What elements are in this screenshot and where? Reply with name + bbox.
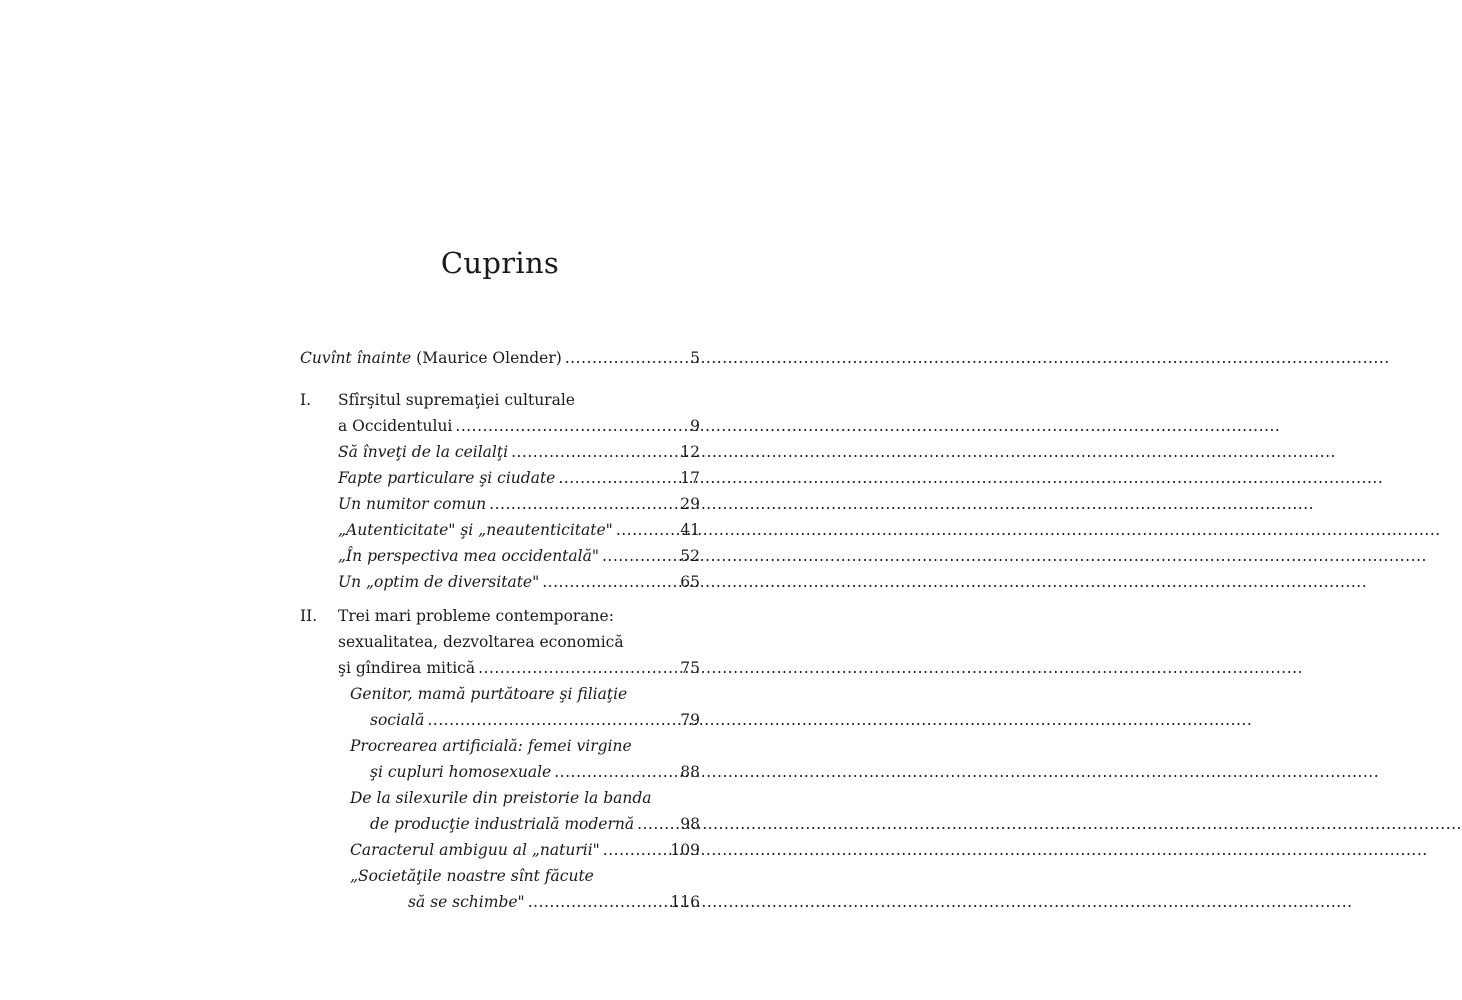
dot-leader xyxy=(558,466,678,490)
page-number: 29 xyxy=(680,495,700,513)
toc-entry-title xyxy=(338,630,624,654)
toc-entry-text: socială xyxy=(370,711,425,729)
toc-entry-title xyxy=(408,890,525,914)
page-number: 12 xyxy=(680,443,700,461)
toc-entry xyxy=(300,440,700,464)
toc-entry-text: Fapte particulare şi ciudate xyxy=(338,469,556,487)
dot-leader xyxy=(554,760,678,784)
toc-entry xyxy=(300,864,700,888)
toc-entry-title xyxy=(300,346,562,370)
toc-entry-title xyxy=(350,734,632,758)
toc-entry-title xyxy=(338,388,575,412)
page-number: 9 xyxy=(690,417,700,435)
toc-entry-text: să se schimbe" xyxy=(408,893,525,911)
page-number: 5 xyxy=(690,349,700,367)
page-number: 41 xyxy=(680,521,700,539)
toc-entry-title xyxy=(338,570,539,594)
toc-entry-title xyxy=(338,518,613,542)
toc-entry-title xyxy=(338,466,555,490)
toc-entry-text: Un „optim de diversitate" xyxy=(338,573,540,591)
page-number: 109 xyxy=(670,841,700,859)
toc-entry-text: şi gîndirea mitică xyxy=(338,659,476,677)
dot-leader xyxy=(565,346,688,370)
dot-leader xyxy=(603,838,669,862)
dot-leader xyxy=(542,570,678,594)
dot-leader xyxy=(427,708,678,732)
dot-leader xyxy=(489,492,678,516)
toc-entry-title xyxy=(350,864,594,888)
dot-leader xyxy=(511,440,678,464)
toc-entry xyxy=(300,604,700,628)
toc-entry xyxy=(300,466,700,490)
toc-entry-text: şi cupluri homosexuale xyxy=(370,763,552,781)
toc-entry xyxy=(300,414,700,438)
toc-entry xyxy=(300,544,700,568)
toc-entry-title xyxy=(350,682,627,706)
toc-entry-title xyxy=(338,440,508,464)
toc-entry-text: „În perspectiva mea occidentală" xyxy=(338,547,599,565)
toc-entry xyxy=(300,518,700,542)
toc-entry-text: Trei mari probleme contemporane: xyxy=(338,607,614,625)
toc-entry-title xyxy=(350,786,652,810)
toc-entry-title xyxy=(370,760,551,784)
toc-entry-text: a Occidentului xyxy=(338,417,453,435)
toc-entry xyxy=(300,708,700,732)
page-number: 98 xyxy=(680,815,700,833)
page-number: 75 xyxy=(680,659,700,677)
toc-entry xyxy=(300,734,700,758)
toc-entry-text: „Societăţile noastre sînt făcute xyxy=(350,867,594,885)
toc-entry-text: Genitor, mamă purtătoare şi filiaţie xyxy=(350,685,628,703)
toc-entry-text: (Maurice Olender) xyxy=(411,349,562,367)
toc-entry xyxy=(300,682,700,706)
toc-entry-text: Procrearea artificială: femei virgine xyxy=(350,737,632,755)
chapter-number: II. xyxy=(300,607,318,625)
toc-entry-text: Să înveţi de la ceilalţi xyxy=(338,443,509,461)
dot-leader xyxy=(602,544,678,568)
toc-entry xyxy=(300,812,700,836)
toc-entry xyxy=(300,760,700,784)
toc-entry-title xyxy=(338,604,614,628)
dot-leader xyxy=(616,518,678,542)
toc-entry xyxy=(300,838,700,862)
toc-entry xyxy=(300,492,700,516)
page-number: 79 xyxy=(680,711,700,729)
toc-entry xyxy=(300,346,700,370)
toc-entry-title xyxy=(370,708,424,732)
page-number: 52 xyxy=(680,547,700,565)
toc-entry xyxy=(300,630,700,654)
page-number: 65 xyxy=(680,573,700,591)
toc-entry xyxy=(300,786,700,810)
page-number: 88 xyxy=(680,763,700,781)
toc-entry-title xyxy=(338,492,486,516)
toc-entry-title xyxy=(338,656,475,680)
page-title: Cuprins xyxy=(440,246,560,280)
toc-entry-text: Cuvînt înainte xyxy=(300,349,412,367)
toc-entry-title xyxy=(338,414,452,438)
dot-leader xyxy=(637,812,678,836)
toc-entry-title xyxy=(338,544,599,568)
toc-entry xyxy=(300,388,700,412)
toc-entry xyxy=(300,890,700,914)
toc-entry-text: „Autenticitate" şi „neautenticitate" xyxy=(338,521,613,539)
toc-entry-text: de producţie industrială modernă xyxy=(370,815,635,833)
toc-entry-text: Un numitor comun xyxy=(338,495,487,513)
toc-entry-title xyxy=(370,812,634,836)
page-number: 116 xyxy=(670,893,700,911)
chapter-number: I. xyxy=(300,391,312,409)
toc-entry-text: sexualitatea, dezvoltarea economică xyxy=(338,633,624,651)
toc-entry-text: Sfîrşitul supremaţiei culturale xyxy=(338,391,575,409)
toc-entry xyxy=(300,656,700,680)
toc-entry xyxy=(300,570,700,594)
page-number: 17 xyxy=(680,469,700,487)
toc-entry-title xyxy=(350,838,600,862)
dot-leader xyxy=(478,656,678,680)
toc-entry-text: Caracterul ambiguu al „naturii" xyxy=(350,841,600,859)
dot-leader xyxy=(455,414,688,438)
toc-entry-text: De la silexurile din preistorie la banda xyxy=(350,789,652,807)
dot-leader xyxy=(528,890,669,914)
